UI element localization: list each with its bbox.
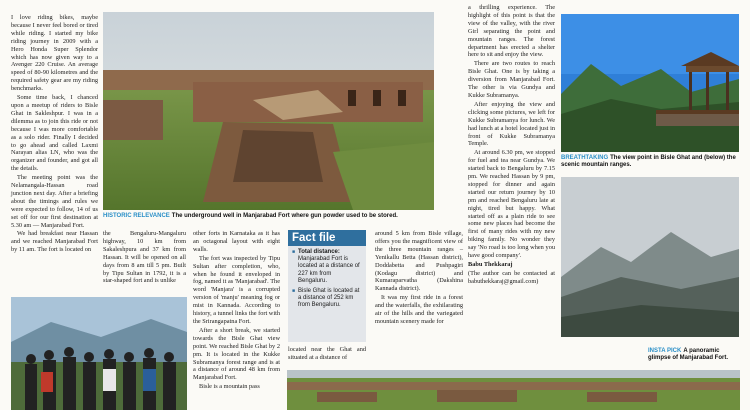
article-paragraph: We had breakfast near Hassan and we reached Manjarabad Fort by 11 am. The fort is located on: [11, 230, 98, 254]
mountain-ranges-image: [561, 177, 739, 337]
article-paragraph: Some time back, I chanced upon a meetup of riders to Bisle Ghat in Sakleshpur. I was in a dilemma as to join this ride or not because I was more comfortable as a solo rider. Finally I decided to go ahead and called Laxmi Narayan alias LN, who was the organizer and founder, and got all the details.: [11, 94, 98, 173]
article-paragraph: a thrilling experience. The highlight of this point is that the view of the valley, with the river Girl separating the point and mountain ranges. The forest department has erected a shelter here to sit and enjoy the view.: [468, 4, 555, 59]
article-paragraph: I love riding bikes, maybe because I never feel bored or tired while riding. I started my bike riding journey in 2009 with a Hero Honda Super Splendor which has now given way to a Avenger 220 Cruise. An average speed of 80-90 kilometres and the required safety gear are my riding benchmarks.: [11, 14, 98, 93]
caption-kicker: HISTORIC RELEVANCE: [103, 213, 170, 219]
fact-file-item-label: Total distance:: [298, 249, 340, 255]
fort-panorama-image: [287, 370, 740, 410]
article-paragraph: After enjoying the view and clicking some pictures, we left for Kukke Subramanya for lunch. We had lunch at a hotel located just in front of Kukke Subramanya Temple.: [468, 100, 555, 148]
fort-panorama-caption: [648, 348, 743, 363]
article-paragraph: other forts in Karnataka as it has an octagonal layout with eight walls.: [193, 230, 280, 253]
fact-file-box: [288, 230, 366, 342]
bisle-viewpoint-caption: [561, 155, 739, 170]
article-column-2: [103, 230, 186, 290]
fact-file-list: [288, 246, 366, 310]
article-paragraph: It was my first ride in a forest and the waterfalls, the exhilarating air of the hills and the variegated mountain scenery made for: [375, 294, 463, 325]
article-paragraph: Bisle is a mountain pass: [199, 383, 260, 391]
fact-file-item-text: Bisle Ghat is located at a distance of 252 km from Bengaluru.: [298, 288, 360, 309]
fact-file-heading: Fact file: [288, 230, 366, 246]
article-paragraph: The fort was inspected by Tipu Sultan after completion, who, when he found it enveloped in fog, named it as 'Manjarabad'. The word 'Manjara' is a corrupted version of 'manju' meaning fog or mist in Kannada. According to history, a tunnel links the fort with the Srirangapatna Fort.: [193, 254, 280, 325]
article-paragraph: At around 6.30 pm, we stopped for fuel and tea near Gundya. We started back to Bengaluru by 7.15 pm. We reached Hassan by 9 pm, stopped for dinner and again started our return journey by 10 pm and reached Bengaluru late at night, tired but happy. What started off as a plain ride to see some new places had become the first of many rides with my new biking family. No wonder they say 'No road is too long when you have good company'.: [468, 149, 555, 260]
article-paragraph: There are two routes to reach Bisle Ghat. One is by taking a diversion from Manjarabad Fort. The other is via Gundya and Kukke Subramanya.: [468, 60, 555, 99]
article-column-1: [11, 14, 98, 296]
fact-file-item-text: Manjarabad Fort is located at a distance of 227 km from Bengaluru.: [298, 256, 360, 284]
bikers-group-photo: [11, 297, 187, 410]
article-column-5: [375, 230, 463, 340]
fact-file-item: [292, 288, 362, 310]
article-column-4: [288, 346, 366, 366]
caption-text: The underground well in Manjarabad Fort where gun powder used to be stored.: [171, 213, 398, 219]
author-byline: [468, 261, 555, 269]
author-contact: (The author can be contacted at babuthekkaraj@gmail.com): [468, 269, 555, 285]
fort-well-photo: [103, 12, 434, 210]
bisle-viewpoint-photo: [561, 14, 739, 152]
bikers-group-image: [11, 297, 187, 410]
article-column-3: [193, 230, 280, 410]
article-paragraph: the Bengaluru-Mangaluru highway, 10 km from Sakaleshpura and 37 km from Hassan. It will be opened on all days from 8 am till 5 pm. Built by Tipu Sultan in 1792, it is a star-shaped fort and is unlike: [103, 230, 186, 285]
article-paragraph: around 5 km from Bisle village, offers you the magnificent view of the three mountain ranges – Yenikallu Betta (Hassan district), Doddabetta and Pushpagiri (Kodagu district) and Kumaraparvatha (Dakshina Kannada district).: [375, 230, 463, 293]
fort-panorama-photo: [287, 370, 740, 410]
caption-kicker: INSTA PICK: [648, 348, 682, 354]
mountain-ranges-photo: [561, 177, 739, 337]
caption-text: A panoramic glimpse of Manjarabad Fort.: [648, 348, 729, 362]
article-paragraph: After a short break, we started towards the Bisle Ghat view point. We reached Bisle Ghat by 2 pm. It is located in the Kukke Subramanya forest range and is at a distance of around 48 km from Manjarabad Fort.: [193, 326, 280, 382]
article-column-6: [468, 4, 555, 366]
fort-well-caption: [103, 213, 434, 220]
article-paragraph: The meeting point was the Nelamangala-Hassan road junction next day. After a briefing about the timings and rules we were expected to follow, 14 of us set off for our first destination at 5.30 am — Manjarabad Fort.: [11, 174, 98, 229]
article-paragraph: located near the Ghat and situated at a distance of: [288, 346, 366, 361]
bisle-viewpoint-image: [561, 14, 739, 152]
fact-file-item: [292, 249, 362, 285]
fort-well-image: [103, 12, 434, 210]
author-name: Babu Thekkaraj: [468, 261, 513, 268]
caption-text: The view point in Bisle Ghat and (below) the scenic mountain ranges.: [561, 155, 736, 169]
caption-kicker: BREATHTAKING: [561, 155, 609, 161]
